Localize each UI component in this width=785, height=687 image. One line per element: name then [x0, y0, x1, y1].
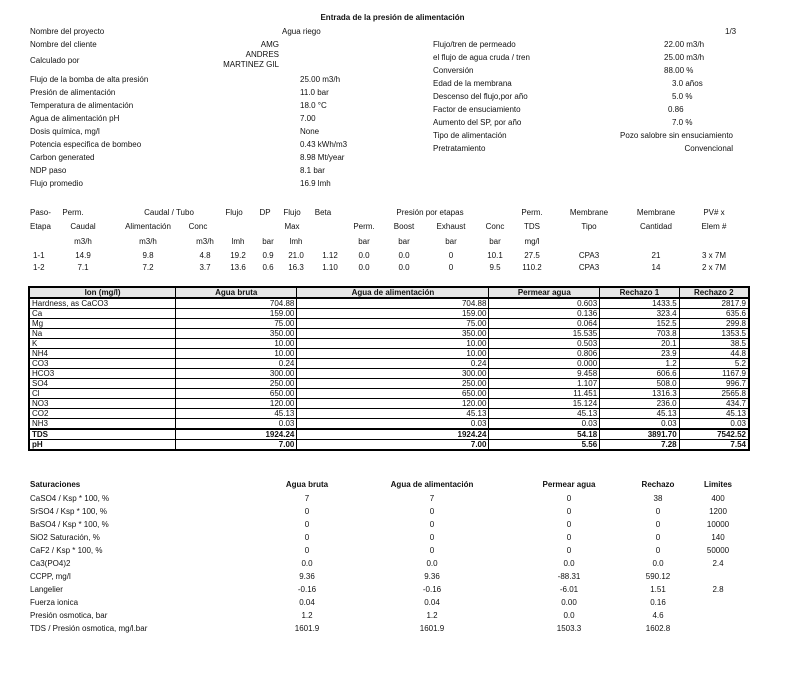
ion-value-cell: 350.00 [297, 329, 489, 339]
field-label: Pretratamiento [433, 144, 486, 153]
saturation-cell: 0.0 [563, 611, 575, 620]
saturation-cell: 1601.9 [294, 624, 320, 633]
field-value: Agua riego [282, 27, 321, 36]
saturation-cell: 2.4 [712, 559, 724, 568]
ion-table [28, 286, 750, 451]
stage-cell: 13.6 [230, 263, 246, 272]
ion-value-cell: 152.5 [600, 319, 679, 329]
ion-value-cell: 635.6 [679, 309, 749, 319]
ion-value-cell: 10.00 [297, 339, 489, 349]
ion-value-cell: 75.00 [176, 319, 297, 329]
ion-value-cell: 1924.24 [176, 429, 297, 440]
field-label: Flujo de la bomba de alta presión [30, 75, 149, 84]
stage-cell: 1-1 [33, 251, 45, 260]
ion-value-cell: 508.0 [600, 379, 679, 389]
ion-name-cell: CO3 [29, 359, 176, 369]
ion-value-cell: 250.00 [297, 379, 489, 389]
saturation-cell: 0 [429, 520, 435, 529]
saturation-header: Permear agua [542, 480, 596, 489]
ion-column-header: Permear agua [489, 287, 600, 298]
ion-value-cell: 159.00 [297, 309, 489, 319]
saturation-cell: SiO2 Saturación, % [30, 533, 100, 542]
ion-value-cell: 54.18 [489, 429, 600, 440]
field-label: Temperatura de alimentación [30, 101, 134, 110]
saturation-cell: SrSO4 / Ksp * 100, % [30, 507, 107, 516]
table-row [29, 349, 749, 359]
saturation-cell: 400 [711, 494, 725, 503]
ion-value-cell: 1316.3 [600, 389, 679, 399]
stage-cell: 21 [651, 251, 661, 260]
saturation-cell: CaF2 / Ksp * 100, % [30, 546, 103, 555]
saturation-cell: 7 [429, 494, 435, 503]
stage-unit: bar [489, 237, 501, 246]
ion-value-cell: 0.03 [176, 419, 297, 430]
ion-value-cell: 250.00 [176, 379, 297, 389]
ion-name-cell: Hardness, as CaCO3 [29, 298, 176, 309]
stage-cell: 0 [448, 263, 454, 272]
ion-value-cell: 606.6 [600, 369, 679, 379]
saturation-cell: 590.12 [645, 572, 671, 581]
field-value: Convencional [684, 144, 733, 153]
ion-value-cell: 1433.5 [600, 298, 679, 309]
field-value: None [300, 127, 320, 136]
field-value: AMG [260, 40, 279, 49]
field-label: Edad de la membrana [433, 79, 512, 88]
saturation-cell: -6.01 [559, 585, 579, 594]
ion-value-cell: 10.00 [176, 339, 297, 349]
field-value: 25.00 m3/h [300, 75, 341, 84]
table-row [29, 429, 749, 440]
saturation-cell: Langelier [30, 585, 63, 594]
field-label: Agua de alimentación pH [30, 114, 120, 123]
field-value: 7.0 % [672, 118, 693, 127]
saturation-cell: 0.0 [652, 559, 664, 568]
saturation-cell: Presión osmotica, bar [30, 611, 108, 620]
ion-value-cell: 0.603 [489, 298, 600, 309]
ion-value-cell: 0.806 [489, 349, 600, 359]
stage-cell: 1.10 [322, 263, 338, 272]
saturation-cell: 0.04 [424, 598, 440, 607]
field-label: Calculado por [30, 56, 80, 65]
saturation-cell: 0 [304, 533, 310, 542]
ion-value-cell: 5.56 [489, 440, 600, 451]
ion-value-cell: 1.107 [489, 379, 600, 389]
ion-value-cell: 299.8 [679, 319, 749, 329]
stage-unit: lmh [231, 237, 245, 246]
ion-name-cell: pH [29, 440, 176, 451]
table-row [29, 419, 749, 430]
field-label: Dosis química, mg/l [30, 127, 100, 136]
ion-value-cell: 996.7 [679, 379, 749, 389]
saturation-cell: -0.16 [422, 585, 442, 594]
stage-cell: CPA3 [578, 263, 600, 272]
stage-header: Paso- [30, 208, 51, 217]
stage-header: Perm. [521, 208, 543, 217]
stage-header: Elem # [701, 222, 727, 231]
stage-header: Perm. [62, 208, 84, 217]
saturation-header: Rechazo [641, 480, 675, 489]
saturation-cell: 1.51 [650, 585, 666, 594]
saturation-cell: 0 [304, 520, 310, 529]
stage-cell: 7.1 [77, 263, 89, 272]
saturation-cell: 1503.3 [556, 624, 582, 633]
ion-value-cell: 0.03 [297, 419, 489, 430]
ion-value-cell: 323.4 [600, 309, 679, 319]
table-row [29, 329, 749, 339]
field-label: Flujo promedio [30, 179, 83, 188]
saturation-cell: 2.8 [712, 585, 724, 594]
saturation-cell: -0.16 [297, 585, 317, 594]
ion-value-cell: 300.00 [297, 369, 489, 379]
table-row [29, 309, 749, 319]
saturation-cell: 0 [304, 546, 310, 555]
saturation-header: Limites [703, 480, 732, 489]
saturation-cell: 1200 [709, 507, 727, 516]
table-row [29, 339, 749, 349]
ion-value-cell: 9.458 [489, 369, 600, 379]
ion-table-header [29, 287, 749, 298]
ion-value-cell: 2565.8 [679, 389, 749, 399]
stage-unit: bar [398, 237, 410, 246]
ion-value-cell: 11.451 [489, 389, 600, 399]
ion-value-cell: 0.503 [489, 339, 600, 349]
saturation-cell: 0 [566, 533, 572, 542]
ion-value-cell: 45.13 [679, 409, 749, 419]
field-label: Conversión [433, 66, 474, 75]
ion-value-cell: 120.00 [176, 399, 297, 409]
stage-cell: 0.9 [262, 251, 274, 260]
ion-value-cell: 704.88 [176, 298, 297, 309]
stage-header: Etapa [30, 222, 51, 231]
saturation-cell: BaSO4 / Ksp * 100, % [30, 520, 109, 529]
stage-cell: 2 x 7M [701, 263, 726, 272]
ion-value-cell: 10.00 [176, 349, 297, 359]
stage-unit: m3/h [74, 237, 92, 246]
saturation-cell: 1601.9 [419, 624, 445, 633]
field-label: Carbon generated [30, 153, 95, 162]
saturation-cell: 0 [566, 494, 572, 503]
saturation-cell: 0.00 [561, 598, 577, 607]
stage-cell: 27.5 [524, 251, 540, 260]
ion-column-header: Rechazo 2 [679, 287, 749, 298]
report-title: Entrada de la presión de alimentación [320, 13, 465, 22]
stage-header: Presión por etapas [396, 208, 464, 217]
ion-value-cell: 15.124 [489, 399, 600, 409]
stage-unit: lmh [289, 237, 303, 246]
field-label: Potencia especifica de bombeo [30, 140, 142, 149]
ion-name-cell: NH4 [29, 349, 176, 359]
ion-value-cell: 7.54 [679, 440, 749, 451]
ion-value-cell: 45.13 [600, 409, 679, 419]
ion-value-cell: 7.00 [297, 440, 489, 451]
stage-cell: 21.0 [288, 251, 304, 260]
table-row [29, 389, 749, 399]
field-value: 7.00 [300, 114, 316, 123]
saturation-cell: 1.2 [301, 611, 313, 620]
stage-header: Caudal [70, 222, 96, 231]
stage-header: Flujo [225, 208, 243, 217]
ion-value-cell: 1353.5 [679, 329, 749, 339]
field-label: Descenso del flujo,por año [433, 92, 528, 101]
field-value: 0.86 [668, 105, 684, 114]
ion-name-cell: K [29, 339, 176, 349]
stage-unit: bar [445, 237, 457, 246]
stage-cell: 0.0 [398, 251, 410, 260]
saturation-cell: Ca3(PO4)2 [30, 559, 71, 568]
field-value: Pozo salobre sin ensuciamiento [620, 131, 733, 140]
ion-value-cell: 0.000 [489, 359, 600, 369]
stage-cell: 0.0 [398, 263, 410, 272]
ion-value-cell: 45.13 [489, 409, 600, 419]
saturation-cell: 0 [429, 533, 435, 542]
ion-value-cell: 3891.70 [600, 429, 679, 440]
saturation-cell: 0 [304, 507, 310, 516]
field-label: Nombre del proyecto [30, 27, 105, 36]
ion-value-cell: 1167.9 [679, 369, 749, 379]
saturation-cell: Fuerza ionica [30, 598, 79, 607]
table-row [29, 399, 749, 409]
ion-value-cell: 0.03 [600, 419, 679, 430]
stage-unit: m3/h [196, 237, 214, 246]
field-value: 8.1 bar [300, 166, 325, 175]
stage-cell: 0.0 [358, 263, 370, 272]
stage-unit: bar [262, 237, 274, 246]
field-value: 25.00 m3/h [664, 53, 705, 62]
stage-cell: 1.12 [322, 251, 338, 260]
ion-value-cell: 5.2 [679, 359, 749, 369]
ion-name-cell: Cl [29, 389, 176, 399]
field-label: Nombre del cliente [30, 40, 97, 49]
ion-column-header: Ion (mg/l) [29, 287, 176, 298]
field-label: NDP paso [30, 166, 67, 175]
stage-cell: 0.6 [262, 263, 274, 272]
ion-name-cell: CO2 [29, 409, 176, 419]
saturation-cell: 0 [566, 507, 572, 516]
stage-header: Alimentación [125, 222, 171, 231]
saturation-cell: 10000 [706, 520, 730, 529]
ion-name-cell: Mg [29, 319, 176, 329]
field-value: ANDRES MARTINEZ GIL [223, 50, 279, 69]
ion-value-cell: 434.7 [679, 399, 749, 409]
table-row [29, 440, 749, 451]
stage-header: Membrane [636, 208, 676, 217]
field-value: 18.0 °C [300, 101, 327, 110]
saturation-cell: 1.2 [426, 611, 438, 620]
ion-value-cell: 0.24 [297, 359, 489, 369]
field-value: 11.0 bar [300, 88, 329, 97]
saturation-header: Saturaciones [30, 480, 81, 489]
saturation-cell: -88.31 [557, 572, 581, 581]
ion-value-cell: 1.2 [600, 359, 679, 369]
ion-name-cell: HCO3 [29, 369, 176, 379]
saturation-cell: 50000 [706, 546, 730, 555]
table-row [29, 359, 749, 369]
ion-value-cell: 45.13 [297, 409, 489, 419]
ion-value-cell: 350.00 [176, 329, 297, 339]
ion-name-cell: TDS [29, 429, 176, 440]
ion-value-cell: 159.00 [176, 309, 297, 319]
field-value: 3.0 años [672, 79, 703, 88]
ion-value-cell: 38.5 [679, 339, 749, 349]
ion-value-cell: 0.064 [489, 319, 600, 329]
saturation-cell: 0.04 [299, 598, 315, 607]
stage-unit: bar [358, 237, 370, 246]
table-row [29, 369, 749, 379]
ion-name-cell: Ca [29, 309, 176, 319]
ion-value-cell: 2817.9 [679, 298, 749, 309]
field-value: 22.00 m3/h [664, 40, 705, 49]
ion-value-cell: 236.0 [600, 399, 679, 409]
stage-cell: 0 [448, 251, 454, 260]
ion-value-cell: 45.13 [176, 409, 297, 419]
ion-value-cell: 7.28 [600, 440, 679, 451]
field-label: Factor de ensuciamiento [433, 105, 521, 114]
table-row [29, 409, 749, 419]
stage-cell: 4.8 [199, 251, 211, 260]
ion-value-cell: 1924.24 [297, 429, 489, 440]
ion-column-header: Agua de alimentación [297, 287, 489, 298]
stage-cell: 0.0 [358, 251, 370, 260]
page-number: 1/3 [725, 27, 737, 36]
saturation-cell: 0 [655, 533, 661, 542]
saturation-cell: 0 [655, 507, 661, 516]
ion-value-cell: 0.136 [489, 309, 600, 319]
saturation-cell: 0 [655, 520, 661, 529]
stage-header: TDS [524, 222, 540, 231]
ion-value-cell: 44.8 [679, 349, 749, 359]
field-label: el flujo de agua cruda / tren [433, 53, 530, 62]
ion-value-cell: 650.00 [176, 389, 297, 399]
saturation-cell: 140 [711, 533, 725, 542]
field-value: 88.00 % [664, 66, 694, 75]
stage-cell: 10.1 [487, 251, 503, 260]
stage-header: Conc [485, 222, 505, 231]
stage-cell: 3.7 [199, 263, 211, 272]
stage-header: Max [284, 222, 300, 231]
ion-name-cell: Na [29, 329, 176, 339]
ion-value-cell: 20.1 [600, 339, 679, 349]
saturation-cell: CaSO4 / Ksp * 100, % [30, 494, 110, 503]
field-value: 0.43 kWh/m3 [300, 140, 348, 149]
saturation-cell: 7 [304, 494, 310, 503]
stage-cell: 16.3 [288, 263, 304, 272]
saturation-header: Agua de alimentación [390, 480, 474, 489]
stage-header: Exhaust [436, 222, 466, 231]
saturation-header: Agua bruta [285, 480, 329, 489]
stage-cell: 7.2 [142, 263, 154, 272]
stage-header: Tipo [581, 222, 597, 231]
saturation-cell: 0.16 [650, 598, 666, 607]
saturation-cell: 0.0 [301, 559, 313, 568]
ion-value-cell: 120.00 [297, 399, 489, 409]
saturation-cell: 0.0 [426, 559, 438, 568]
field-label: Presión de alimentación [30, 88, 116, 97]
ion-name-cell: NO3 [29, 399, 176, 409]
stage-cell: 14 [651, 263, 661, 272]
stage-header: Cantidad [639, 222, 673, 231]
ion-value-cell: 650.00 [297, 389, 489, 399]
saturation-cell: 9.36 [424, 572, 440, 581]
stage-unit: mg/l [524, 237, 540, 246]
saturation-cell: CCPP, mg/l [30, 572, 71, 581]
saturation-cell: TDS / Presión osmotica, mg/l.bar [30, 624, 148, 633]
saturation-cell: 0.0 [563, 559, 575, 568]
stage-cell: 19.2 [230, 251, 246, 260]
saturation-cell: 4.6 [652, 611, 664, 620]
ion-value-cell: 703.8 [600, 329, 679, 339]
ion-name-cell: SO4 [29, 379, 176, 389]
stage-header: Beta [314, 208, 332, 217]
stage-header: PV# x [703, 208, 725, 217]
ion-value-cell: 75.00 [297, 319, 489, 329]
ion-value-cell: 7542.52 [679, 429, 749, 440]
stage-header: Conc [188, 222, 208, 231]
ion-value-cell: 704.88 [297, 298, 489, 309]
stage-cell: 110.2 [522, 263, 542, 272]
stage-header: Perm. [353, 222, 375, 231]
saturation-cell: 0 [655, 546, 661, 555]
ion-value-cell: 15.535 [489, 329, 600, 339]
table-row [29, 379, 749, 389]
table-row [29, 298, 749, 309]
table-row [29, 319, 749, 329]
saturation-cell: 0 [429, 507, 435, 516]
stage-header: Flujo [283, 208, 301, 217]
stage-unit: m3/h [139, 237, 157, 246]
saturation-cell: 1602.8 [645, 624, 671, 633]
stage-header: DP [259, 208, 271, 217]
ion-value-cell: 0.24 [176, 359, 297, 369]
field-value: 16.9 lmh [300, 179, 331, 188]
stage-cell: 14.9 [75, 251, 91, 260]
field-label: Tipo de alimentación [433, 131, 507, 140]
ion-value-cell: 0.03 [489, 419, 600, 430]
ion-name-cell: NH3 [29, 419, 176, 430]
field-label: Flujo/tren de permeado [433, 40, 516, 49]
saturation-cell: 0 [566, 546, 572, 555]
field-label: Aumento del SP, por año [433, 118, 522, 127]
stage-cell: 9.5 [489, 263, 501, 272]
ion-value-cell: 7.00 [176, 440, 297, 451]
ion-value-cell: 0.03 [679, 419, 749, 430]
ion-column-header: Agua bruta [176, 287, 297, 298]
stage-header: Membrane [569, 208, 609, 217]
saturation-cell: 9.36 [299, 572, 315, 581]
stage-cell: CPA3 [578, 251, 600, 260]
field-value: 8.98 Mt/year [300, 153, 345, 162]
ion-value-cell: 23.9 [600, 349, 679, 359]
stage-cell: 1-2 [33, 263, 45, 272]
stage-cell: 9.8 [142, 251, 154, 260]
field-value: 5.0 % [672, 92, 693, 101]
saturation-cell: 0 [429, 546, 435, 555]
saturation-cell: 0 [566, 520, 572, 529]
stage-header: Caudal / Tubo [144, 208, 194, 217]
ion-value-cell: 300.00 [176, 369, 297, 379]
ion-column-header: Rechazo 1 [600, 287, 679, 298]
stage-header: Boost [393, 222, 415, 231]
saturation-cell: 38 [653, 494, 663, 503]
stage-cell: 3 x 7M [701, 251, 726, 260]
ion-value-cell: 10.00 [297, 349, 489, 359]
